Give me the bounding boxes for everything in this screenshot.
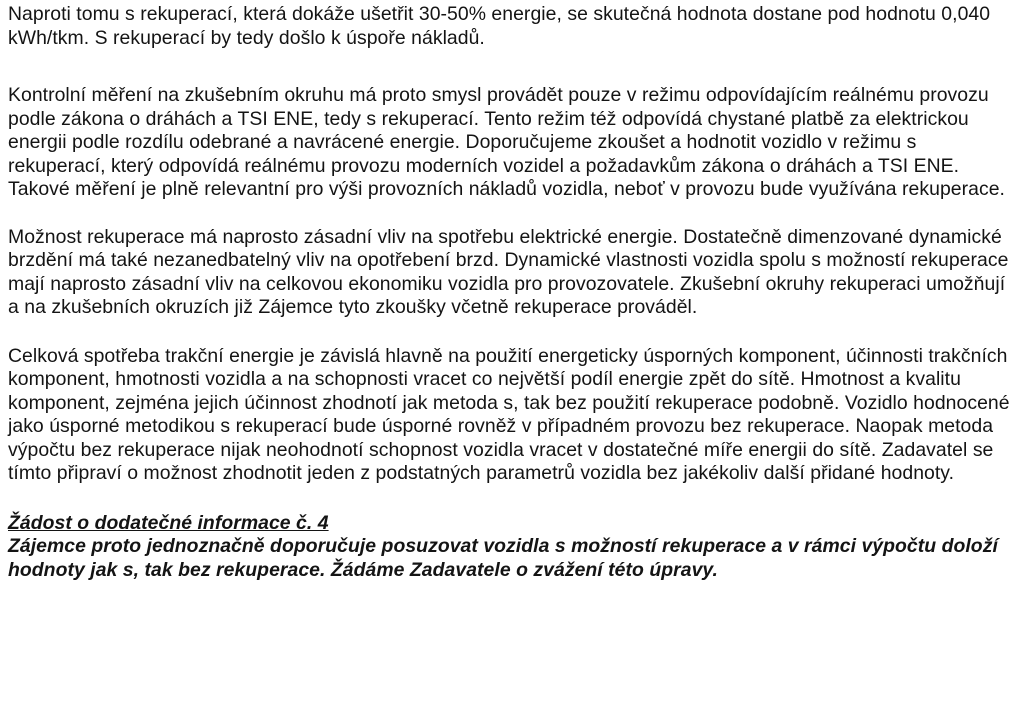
- paragraph-control-measurement: Kontrolní měření na zkušebním okruhu má proto smysl provádět pouze v režimu odpovídajícím reálnému provozu podle zákona o dráhách a TSI ENE, tedy s rekuperací. Tento režim též odpovídá chystané platbě za elektrickou energii podle rozdílu odebrané a navrácené energie. Doporučujeme zkoušet a hodnotit vozidlo v režimu s rekuperací, který odpovídá reálnému provozu moderních vozidel a požadavkům zákona o dráhách a TSI ENE. Takové měření je plně relevantní pro výši provozních nákladů vozidla, neboť v provozu bude využívána rekuperace.: [8, 84, 1005, 200]
- paragraph-regeneration-savings: Naproti tomu s rekuperací, která dokáže ušetřit 30-50% energie, se skutečná hodnota dostane pod hodnotu 0,040 kWh/tkm. S rekuperací by tedy došlo k úspoře nákladů.: [8, 3, 991, 49]
- request-body: Zájemce proto jednoznačně doporučuje posuzovat vozidla s možností rekuperace a v rámci výpočtu doloží hodnoty jak s, tak bez rekuperace. Žádáme Zadavatele o zvážení této úpravy.: [8, 535, 998, 581]
- request-title: Žádost o dodatečné informace č. 4: [8, 511, 329, 534]
- paragraph-traction-energy: Celková spotřeba trakční energie je závislá hlavně na použití energeticky úsporných komponent, účinnosti trakčních komponent, hmotnosti vozidla a na schopnosti vracet co největší podíl energie zpět do sítě. Hmotnost a kvalitu komponent, zejména jejich účinnost zhodnotí jak metoda s, tak bez použití rekuperace podobně. Vozidlo hodnocené jako úsporné metodikou s rekuperací bude úsporné rovněž v případném provozu bez rekuperace. Naopak metoda výpočtu bez rekuperace nijak neohodnotí schopnost vozidla vracet v dostatečné míře energii do sítě. Zadavatel se tímto připraví o možnost zhodnotit jeden z podstatných parametrů vozidla bez jakékoliv další přidané hodnoty.: [8, 344, 1010, 484]
- paragraph-regeneration-impact: Možnost rekuperace má naprosto zásadní vliv na spotřebu elektrické energie. Dostatečně dimenzované dynamické brzdění má také nezanedbatelný vliv na opotřebení brzd. Dynamické vlastnosti vozidla spolu s možností rekuperace mají naprosto zásadní vliv na celkovou ekonomiku vozidla pro provozovatele. Zkušební okruhy rekuperaci umožňují a na zkušebních okruzích již Zájemce tyto zkoušky včetně rekuperace prováděl.: [8, 225, 1009, 318]
